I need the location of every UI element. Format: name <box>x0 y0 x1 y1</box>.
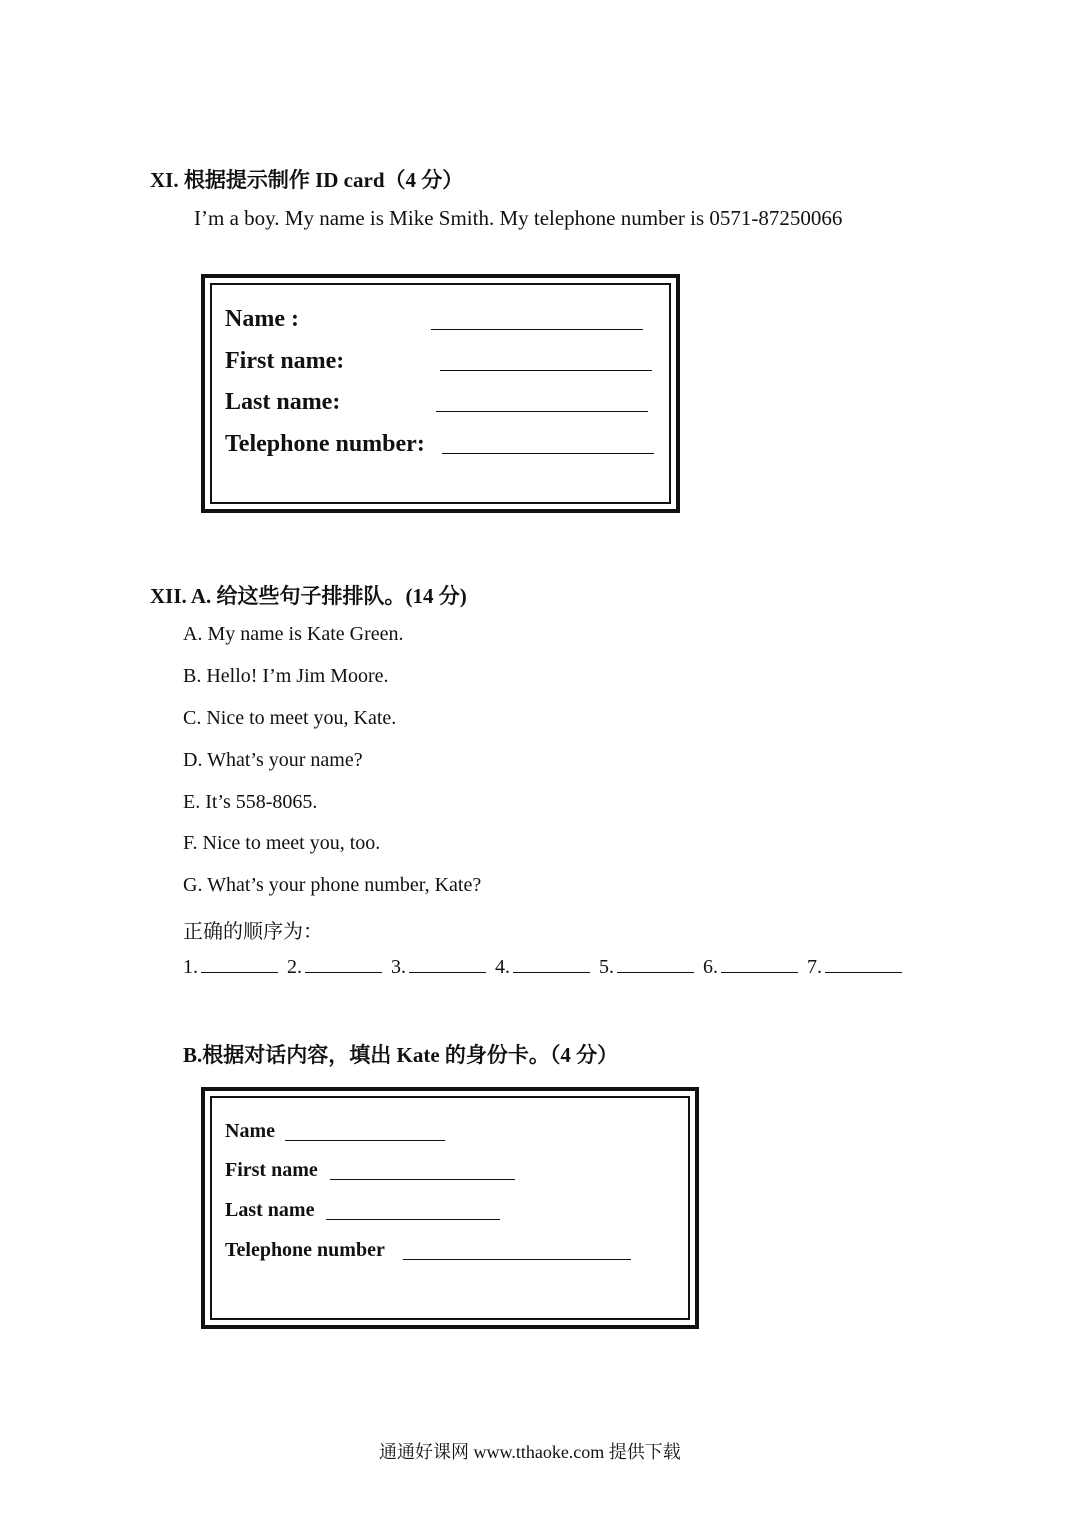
card2-name-label: Name <box>225 1120 275 1142</box>
card2-first-name-label: First name <box>225 1159 318 1181</box>
card1-telephone-label: Telephone number: <box>225 431 425 457</box>
card2-last-name-label: Last name <box>225 1199 315 1221</box>
order-blank-5[interactable] <box>617 956 694 973</box>
order-label: 正确的顺序为： <box>183 921 323 943</box>
card2-telephone-blank[interactable] <box>403 1259 631 1260</box>
section-11-prompt: I’m a boy. My name is Mike Smith. My telephone number is 0571-87250066 <box>194 206 843 230</box>
section-12b-heading: B.根据对话内容，填出 Kate 的身份卡。（4 分） <box>183 1043 619 1067</box>
card2-first-name-blank[interactable] <box>330 1179 515 1180</box>
sentence-e: E. It’s 558-8065. <box>183 791 318 813</box>
order-blank-3[interactable] <box>409 956 486 973</box>
sentence-b: B. Hello! I’m Jim Moore. <box>183 665 389 687</box>
card1-last-name-label: Last name: <box>225 389 341 415</box>
section-12a-heading: XII. A. 给这些句子排排队。(14 分) <box>150 584 467 608</box>
order-blank-7[interactable] <box>825 956 902 973</box>
section-11-heading: XI. 根据提示制作 ID card（4 分） <box>150 168 464 192</box>
order-number-4: 4. <box>495 956 510 978</box>
card2-telephone-label: Telephone number <box>225 1239 385 1261</box>
order-blank-1[interactable] <box>201 956 278 973</box>
sentence-f: F. Nice to meet you, too. <box>183 832 381 854</box>
sentence-g: G. What’s your phone number, Kate? <box>183 874 482 896</box>
card1-first-name-label: First name: <box>225 348 345 374</box>
id-card-kate <box>201 1087 699 1329</box>
order-number-2: 2. <box>287 956 302 978</box>
card1-last-name-blank[interactable] <box>436 411 648 412</box>
sentence-c: C. Nice to meet you, Kate. <box>183 707 397 729</box>
order-blank-2[interactable] <box>305 956 382 973</box>
sentence-a: A. My name is Kate Green. <box>183 623 404 645</box>
order-number-7: 7. <box>807 956 822 978</box>
id-card-mike <box>201 274 680 513</box>
order-blank-6[interactable] <box>721 956 798 973</box>
order-number-1: 1. <box>183 956 198 978</box>
card1-first-name-blank[interactable] <box>440 370 652 371</box>
order-number-5: 5. <box>599 956 614 978</box>
sentence-d: D. What’s your name? <box>183 749 363 771</box>
card2-last-name-blank[interactable] <box>326 1219 500 1220</box>
page-footer: 通通好课网 www.tthaoke.com 提供下载 <box>379 1442 681 1462</box>
card1-telephone-blank[interactable] <box>442 453 654 454</box>
card1-name-label: Name : <box>225 306 299 332</box>
order-number-6: 6. <box>703 956 718 978</box>
order-blank-4[interactable] <box>513 956 590 973</box>
order-answer-line <box>183 956 906 979</box>
card1-name-blank[interactable] <box>431 329 643 330</box>
order-number-3: 3. <box>391 956 406 978</box>
card2-name-blank[interactable] <box>285 1140 445 1141</box>
